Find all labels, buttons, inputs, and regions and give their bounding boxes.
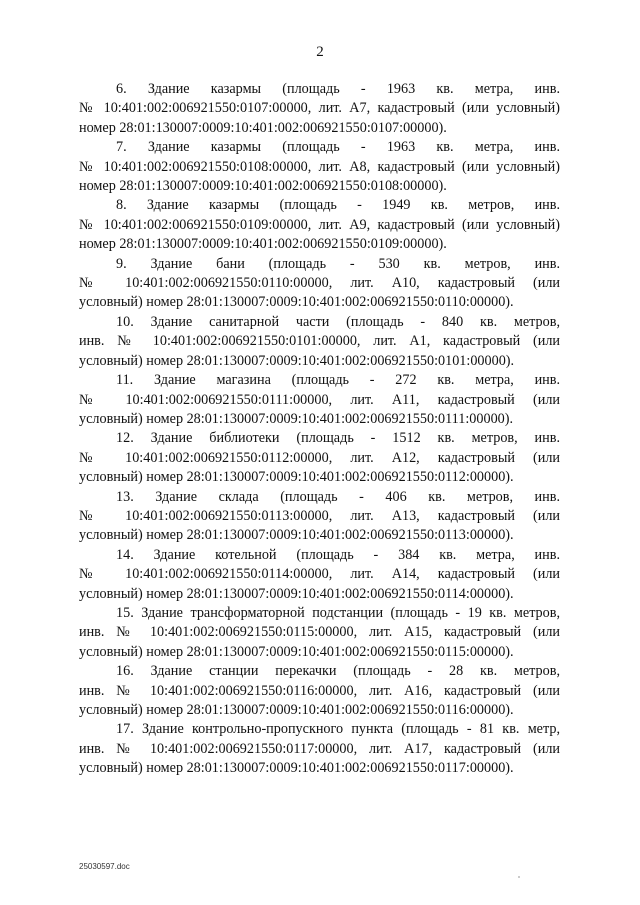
item-line: условный) номер 28:01:130007:0009:10:401:002:006921550:0110:00000). xyxy=(79,294,514,311)
document-body xyxy=(79,80,560,779)
list-item xyxy=(79,138,560,196)
item-line: условный) номер 28:01:130007:0009:10:401:002:006921550:0117:00000). xyxy=(79,760,514,777)
item-line: 14. Здание котельной (площадь - 384 кв. метра, инв. xyxy=(116,546,560,563)
item-line: инв. № 10:401:002:006921550:0115:00000, лит. А15, кадастровый (или xyxy=(79,624,560,641)
list-item xyxy=(79,604,560,662)
item-line: номер 28:01:130007:0009:10:401:002:006921550:0107:00000). xyxy=(79,119,447,136)
list-item xyxy=(79,255,560,313)
item-line: номер 28:01:130007:0009:10:401:002:006921550:0108:00000). xyxy=(79,178,447,195)
item-line: № 10:401:002:006921550:0112:00000, лит. А12, кадастровый (или xyxy=(79,449,560,466)
item-line: условный) номер 28:01:130007:0009:10:401:002:006921550:0113:00000). xyxy=(79,527,514,544)
item-line: 17. Здание контрольно-пропускного пункта (площадь - 81 кв. метр, xyxy=(116,721,560,738)
list-item xyxy=(79,488,560,546)
item-line: инв. № 10:401:002:006921550:0116:00000, лит. А16, кадастровый (или xyxy=(79,682,560,699)
list-item xyxy=(79,720,560,778)
scan-dot xyxy=(518,876,520,878)
page-number: 2 xyxy=(316,44,324,60)
item-line: 15. Здание трансформаторной подстанции (площадь - 19 кв. метров, xyxy=(116,604,560,621)
list-item xyxy=(79,546,560,604)
item-line: 6. Здание казармы (площадь - 1963 кв. метра, инв. xyxy=(116,81,560,97)
item-line: № 10:401:002:006921550:0107:00000, лит. А7, кадастровый (или условный) xyxy=(79,100,560,117)
list-item xyxy=(79,429,560,487)
item-line: 9. Здание бани (площадь - 530 кв. метров, инв. xyxy=(116,255,560,272)
item-line: 13. Здание склада (площадь - 406 кв. метров, инв. xyxy=(116,488,560,505)
list-item xyxy=(79,80,560,138)
item-line: номер 28:01:130007:0009:10:401:002:006921550:0109:00000). xyxy=(79,236,447,253)
list-item xyxy=(79,662,560,720)
item-line: № 10:401:002:006921550:0111:00000, лит. А11, кадастровый (или xyxy=(79,391,560,408)
item-line: № 10:401:002:006921550:0108:00000, лит. А8, кадастровый (или условный) xyxy=(79,158,560,175)
item-line: 12. Здание библиотеки (площадь - 1512 кв. метров, инв. xyxy=(116,430,560,447)
item-line: условный) номер 28:01:130007:0009:10:401:002:006921550:0101:00000). xyxy=(79,352,515,369)
list-item xyxy=(79,313,560,371)
file-name-footer: 25030597.doc xyxy=(79,862,130,871)
item-line: 11. Здание магазина (площадь - 272 кв. метра, инв. xyxy=(116,372,560,389)
item-line: № 10:401:002:006921550:0113:00000, лит. А13, кадастровый (или xyxy=(79,507,560,524)
item-line: № 10:401:002:006921550:0109:00000, лит. А9, кадастровый (или условный) xyxy=(79,216,560,233)
item-line: 7. Здание казармы (площадь - 1963 кв. метра, инв. xyxy=(116,139,560,156)
list-item xyxy=(79,371,560,429)
item-line: инв. № 10:401:002:006921550:0117:00000, лит. А17, кадастровый (или xyxy=(79,740,560,757)
item-line: условный) номер 28:01:130007:0009:10:401:002:006921550:0111:00000). xyxy=(79,410,514,427)
item-line: № 10:401:002:006921550:0114:00000, лит. А14, кадастровый (или xyxy=(79,566,560,583)
item-line: условный) номер 28:01:130007:0009:10:401:002:006921550:0116:00000). xyxy=(79,702,514,718)
item-line: 10. Здание санитарной части (площадь - 840 кв. метров, xyxy=(116,313,560,330)
item-line: условный) номер 28:01:130007:0009:10:401:002:006921550:0114:00000). xyxy=(79,585,514,602)
list-item xyxy=(79,196,560,254)
item-line: № 10:401:002:006921550:0110:00000, лит. А10, кадастровый (или xyxy=(79,275,560,292)
item-line: условный) номер 28:01:130007:0009:10:401:002:006921550:0112:00000). xyxy=(79,469,514,486)
item-line: 16. Здание станции перекачки (площадь - 28 кв. метров, xyxy=(116,663,560,680)
item-line: условный) номер 28:01:130007:0009:10:401:002:006921550:0115:00000). xyxy=(79,643,514,660)
item-line: 8. Здание казармы (площадь - 1949 кв. метров, инв. xyxy=(116,197,560,214)
item-line: инв. № 10:401:002:006921550:0101:00000, лит. А1, кадастровый (или xyxy=(79,333,560,350)
